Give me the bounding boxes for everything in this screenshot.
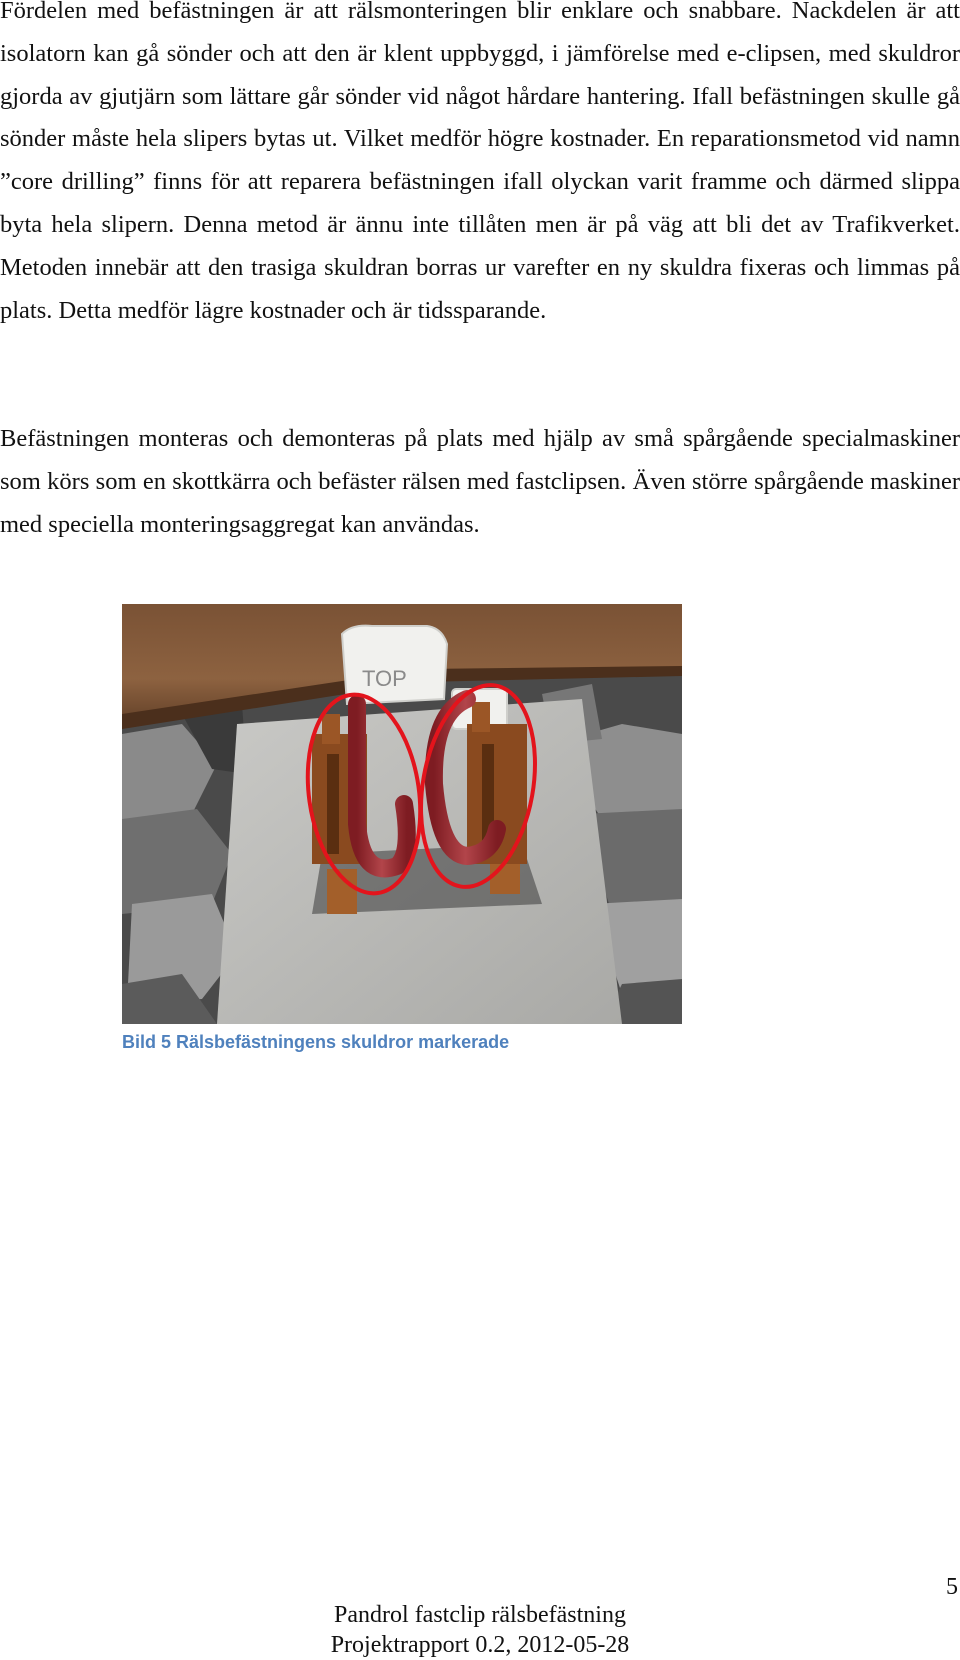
page-number: 5 bbox=[946, 1574, 958, 1600]
page-footer bbox=[0, 1600, 960, 1660]
body-paragraph-1: Fördelen med befästningen är att rälsmonteringen blir enklare och snabbare. Nackdelen är att isolatorn kan gå sönder och att den är klent uppbyggd, i jämförelse med e-clipsen, med skuldror gjorda av gjutjärn som lättare går sönder vid något hårdare hantering. Ifall befästningen skulle gå sönder måste hela slipers bytas ut. Vilket medför högre kostnader. En reparationsmetod vid namn ”core drilling” finns för att reparera befästningen ifall olyckan varit framme och därmed slippa byta hela slipern. Denna metod är ännu inte tillåten men är på väg att bli det av Trafikverket. Metoden innebär att den trasiga skuldran borras ur varefter en ny skuldra fixeras och limmas på plats. Detta medför lägre kostnader och är tidssparande. bbox=[0, 0, 960, 324]
rail-fastening-photo bbox=[122, 604, 682, 1024]
insulator-label: TOP bbox=[362, 666, 407, 691]
footer-title: Pandrol fastclip rälsbefästning bbox=[334, 1602, 626, 1628]
figure-caption: Bild 5 Rälsbefästningens skuldror markerade bbox=[122, 1032, 510, 1052]
body-paragraph-2: Befästningen monteras och demonteras på plats med hjälp av små spårgående specialmaskiner som körs som en skottkärra och befäster rälsen med fastclipsen. Även större spårgående maskiner med speciella monteringsaggregat kan användas. bbox=[0, 425, 960, 538]
footer-subtitle: Projektrapport 0.2, 2012-05-28 bbox=[330, 1632, 630, 1658]
